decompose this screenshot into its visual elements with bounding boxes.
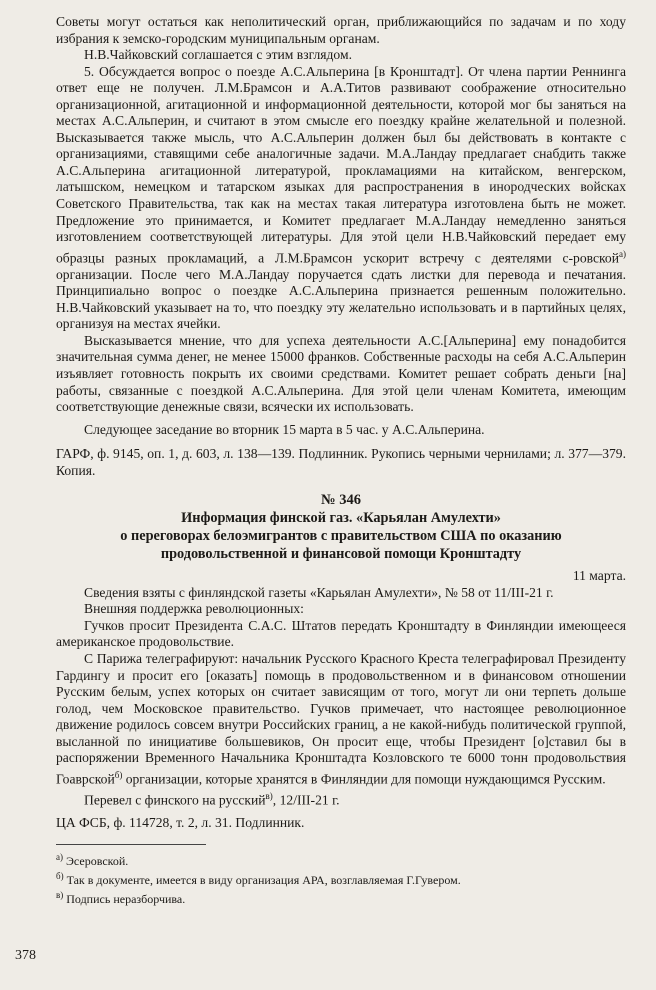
footnote-mark: б) bbox=[56, 870, 64, 881]
footnote-ref: в) bbox=[265, 790, 273, 801]
footnote-text: Подпись неразборчива. bbox=[66, 891, 186, 906]
paragraph bbox=[56, 651, 626, 788]
paragraph: Гучков просит Президента С.А.С. Штатов передать Кронштадту в Финляндии имеющееся американское продовольствие. bbox=[56, 617, 626, 650]
footnote bbox=[56, 850, 626, 869]
footnote-ref: б) bbox=[114, 769, 123, 780]
footnote bbox=[56, 888, 626, 907]
document-title-line-2: о переговорах белоэмигрантов с правительством США по оказанию bbox=[120, 528, 562, 545]
paragraph-item-5 bbox=[56, 64, 626, 333]
translator-date: , 12/III-21 г. bbox=[272, 792, 340, 808]
translator-text: Перевел с финского на русский bbox=[84, 792, 266, 808]
page-number: 378 bbox=[15, 948, 36, 963]
document-title-line-3: продовольственной и финансовой помощи Кронштадту bbox=[160, 546, 522, 563]
paragraph: Высказывается мнение, что для успеха деятельности А.С.[Альперина] ему понадобится значительная сумма денег, не менее 15000 франков. Собственные расходы на себя А.С.Альперин изъявляет готовность покрыть их своими средствами. Комитет решает собрать деньги [на] работы, связанные с поездкой А.С.Альперина. Для этой цели членам Комитета, имеющим соответствующие денежные связи, всячески их использовать. bbox=[56, 332, 626, 415]
footnote-mark: в) bbox=[56, 889, 64, 900]
footnote-divider bbox=[56, 844, 206, 845]
archive-source: ГАРФ, ф. 9145, оп. 1, д. 603, л. 138—139. Подлинник. Рукопись черными чернилами; л. 377—379. Копия. bbox=[56, 446, 626, 478]
paragraph: Сведения взяты с финляндской газеты «Карьялан Амулехти», № 58 от 11/III-21 г. bbox=[84, 584, 554, 600]
footnote-text: Так в документе, имеется в виду организация АРА, возглавляемая Г.Гувером. bbox=[66, 872, 461, 887]
footnote-mark: а) bbox=[56, 851, 63, 862]
paragraph-text: 5. Обсуждается вопрос о поезде А.С.Альперина [в Кронштадт]. От члена партии Реннинга ответ еще не получен. Л.М.Брамсон и А.А.Титов развивают соображение относительно организационной, агитационной и информационной деятельности, которой мог бы заняться на местах А.С.Альперин, и считают в этом смысле его поездку крайне желательной и полезной. Высказывается также мысль, что А.С.Альперин должен был бы действовать в контакте с организациями, ставящими себе аналогичные задачи. М.А.Ландау предлагает снабдить также А.С.Альперина агитационной литературой, прокламациями на китайском, венгерском, латышском, немецком и татарском языках для распространения в инородческих войсках Советского Правительства, так как на местах такая литература изготовлена быть не может. Предложение это принимается, и Комитет предлагает М.А.Ландау немедленно заняться изготовлением соответствующей литературы. Для этой цели Н.В.Чайковский передает ему образцы разных прокламаций, а Л.М.Брамсон ускорит встречу с деятелями с-ровской bbox=[56, 63, 626, 266]
translator-note bbox=[56, 788, 626, 809]
footnote-ref: а) bbox=[619, 248, 626, 259]
footnote-text: Эсеровской. bbox=[66, 853, 129, 868]
document-date: 11 марта. bbox=[572, 568, 626, 584]
archive-source: ЦА ФСБ, ф. 114728, т. 2, л. 31. Подлинник. bbox=[56, 815, 305, 831]
paragraph: Внешняя поддержка революционных: bbox=[84, 601, 304, 617]
document-number: № 346 bbox=[321, 492, 361, 509]
footnote bbox=[56, 869, 626, 888]
paragraph-text-tail: организации, которые хранятся в Финляндии для помощи нуждающимся Русским. bbox=[122, 771, 606, 787]
paragraph-text-tail: организации. После чего М.А.Ландау поручается сдать листки для перевода и печатания. Принципиально вопрос о поездке А.С.Альперина признается решенным положительно. Н.В.Чайковский указывает на то, что поездку эту желательно использовать и в партийных целях, организуя на местах ячейки. bbox=[56, 266, 626, 332]
paragraph: Следующее заседание во вторник 15 марта в 5 час. у А.С.Альперина. bbox=[84, 421, 485, 437]
document-title-line-1: Информация финской газ. «Карьялан Амулехти» bbox=[181, 510, 501, 527]
paragraph: Советы могут остаться как неполитический орган, приближающийся по задачам и по ходу избрания к земско-городским муниципальным органам. bbox=[56, 14, 626, 46]
paragraph: Н.В.Чайковский соглашается с этим взглядом. bbox=[84, 47, 352, 63]
paragraph-text: С Парижа телеграфируют: начальник Русского Красного Креста телеграфировал Президенту Гардингу и просит его [оказать] помощь в продовольственном и в финансовом отношении Русским белым, успех которых он считает зависящим от того, могут ли они терпеть дольше голод, чем Московское правительство. Гучков примечает, что настоящее революционное движение родилось совсем внутри Российских границ, а не какой-нибудь политической группой, высланной по инициативе большевиков, Он просит еще, чтобы Президент [о]ставил бы в распоряжении Временного Начальника Кронштадта Козловского те 6000 тонн продовольствия Гоаврской bbox=[56, 651, 626, 787]
